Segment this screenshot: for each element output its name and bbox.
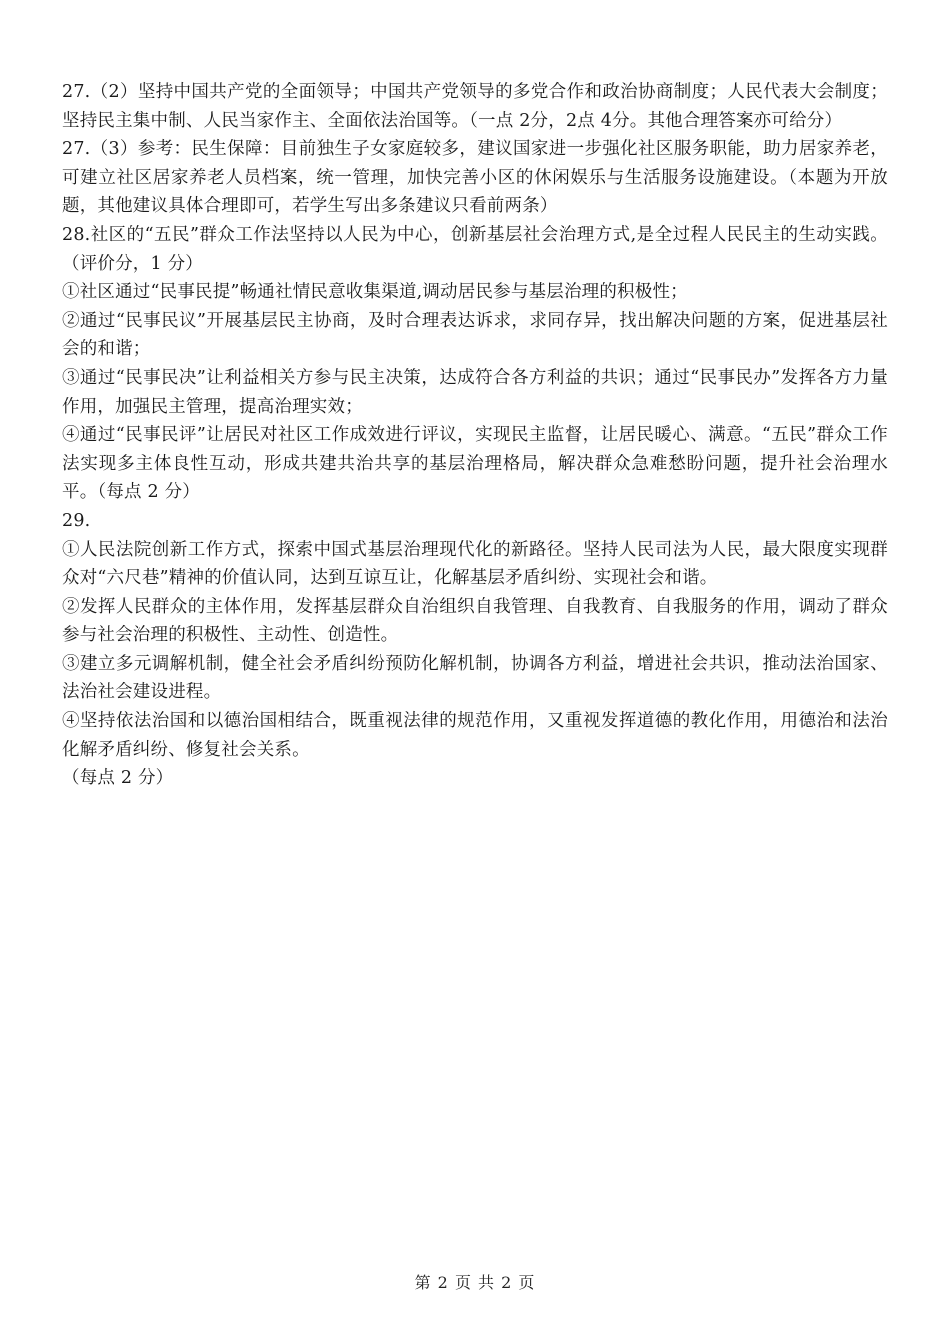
answer-28-point-2: ②通过“民事民议”开展基层民主协商，及时合理表达诉求，求同存异，找出解决问题的方案，促进基层社会的和谐；	[62, 310, 888, 360]
answer-28-point-4: ④通过“民事民评”让居民对社区工作成效进行评议，实现民主监督，让居民暖心、满意。“五民”群众工作法实现多主体良性互动，形成共建共治共享的基层治理格局，解决群众急难愁盼问题，提升社会治理水平。（每点 2 分）	[62, 425, 888, 503]
answer-content	[62, 78, 888, 793]
answer-28-point-1: ①社区通过“民事民提”畅通社情民意收集渠道,调动居民参与基层治理的积极性；	[62, 282, 688, 303]
answer-29-point-4: ④坚持依法治国和以德治国相结合，既重视法律的规范作用，又重视发挥道德的教化作用，用德治和法治化解矛盾纠纷、修复社会关系。	[62, 711, 888, 760]
answer-29-point-3: ③建立多元调解机制，健全社会矛盾纠纷预防化解机制，协调各方利益，增进社会共识，推动法治国家、法治社会建设进程。	[62, 653, 888, 703]
answer-28-intro: 28.社区的“五民”群众工作法坚持以人民为中心，创新基层社会治理方式,是全过程人民民主的生动实践。（评价分，1 分）	[62, 224, 888, 274]
answer-29-point-2: ②发挥人民群众的主体作用，发挥基层群众自治组织自我管理、自我教育、自我服务的作用，调动了群众参与社会治理的积极性、主动性、创造性。	[62, 596, 888, 646]
answer-29-point-1: ①人民法院创新工作方式，探索中国式基层治理现代化的新路径。坚持人民司法为人民，最大限度实现群众对“六尺巷”精神的价值认同，达到互谅互让，化解基层矛盾纠纷、实现社会和谐。	[62, 539, 888, 589]
answer-27-2: 27.（2）坚持中国共产党的全面领导；中国共产党领导的多党合作和政治协商制度；人民代表大会制度；坚持民主集中制、人民当家作主、全面依法治国等。（一点 2分，2点 4分。其他合理答案亦可给分）	[62, 82, 888, 131]
answer-29-scoring: （每点 2 分）	[62, 768, 174, 789]
answer-28-point-3: ③通过“民事民决”让利益相关方参与民主决策，达成符合各方利益的共识；通过“民事民办”发挥各方力量作用，加强民主管理，提高治理实效；	[62, 367, 888, 417]
answer-27-3: 27.（3）参考：民生保障：目前独生子女家庭较多，建议国家进一步强化社区服务职能，助力居家养老，可建立社区居家养老人员档案，统一管理，加快完善小区的休闲娱乐与生活服务设施建设。（本题为开放题，其他建议具体合理即可，若学生写出多条建议只看前两条）	[62, 139, 888, 217]
question-29-number: 29.	[62, 510, 91, 531]
page-number: 第 2 页 共 2 页	[414, 1273, 536, 1292]
